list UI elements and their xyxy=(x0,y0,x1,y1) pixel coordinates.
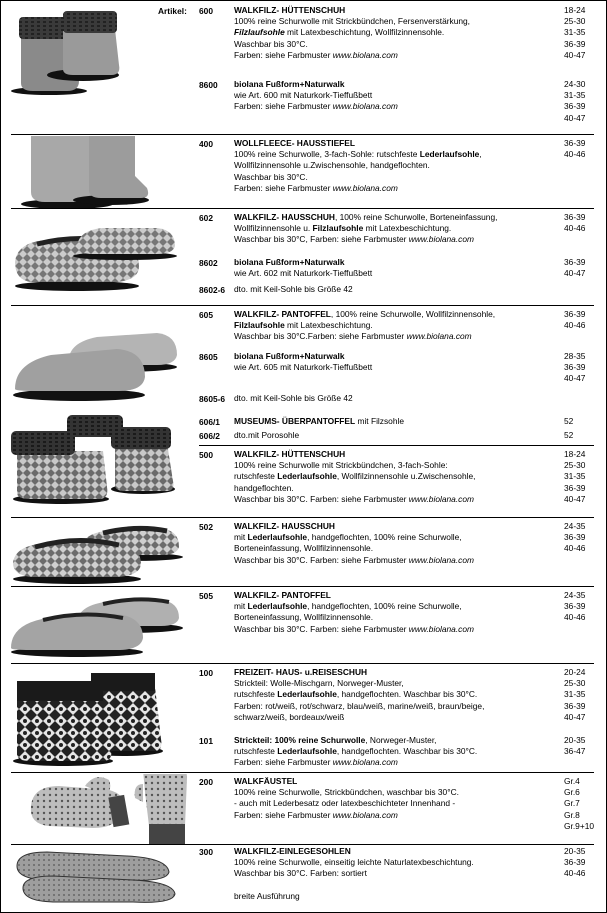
section-divider xyxy=(11,517,594,518)
size-value: 24-30 xyxy=(564,79,586,89)
article-title: WALKFILZ- PANTOFFEL xyxy=(234,309,331,319)
size-value: 36-39 xyxy=(564,700,586,711)
size-value: 52 xyxy=(564,416,574,426)
size-value: Gr.4 xyxy=(564,776,580,786)
size-value: 36-39 xyxy=(564,101,586,112)
description-line: Waschbar bis 30°C. Farben: siehe Farbmuster www.biolana.com xyxy=(234,493,474,504)
article-lines xyxy=(234,284,559,295)
article-description xyxy=(234,735,559,769)
article-description xyxy=(234,284,559,295)
article-lines xyxy=(234,532,559,566)
article-lines xyxy=(234,268,559,279)
felt-house-shoe-image xyxy=(7,222,182,292)
article-lines xyxy=(234,678,559,723)
article-description xyxy=(234,351,559,373)
size-value: 40-47 xyxy=(564,373,586,384)
description-line: Farben: siehe Farbmuster www.biolana.com xyxy=(234,49,398,60)
size-value: Gr.7 xyxy=(564,798,580,809)
article-title: biolana Fußform+Naturwalk xyxy=(234,257,345,267)
article-lines xyxy=(234,362,559,373)
article-number: 602 xyxy=(199,213,213,223)
size-value: 36-39 xyxy=(564,601,586,612)
description-line: Filzlaufsohle mit Latexbeschichtung. xyxy=(234,320,373,331)
size-list xyxy=(564,5,585,61)
description-line: rutschfeste Lederlaufsohle, handgeflochten. Waschbar bis 30°C. xyxy=(234,746,478,757)
size-value: 40-46 xyxy=(564,320,586,331)
size-value: 24-35 xyxy=(564,521,586,531)
article-title: WALKFILZ-EINLEGESOHLEN xyxy=(234,846,351,856)
size-value: Gr.9+10 xyxy=(564,820,595,831)
size-list xyxy=(564,776,594,832)
section-divider xyxy=(11,305,594,306)
article-title: WOLLFLEECE- HAUSSTIEFEL xyxy=(234,138,355,148)
size-value: 31-35 xyxy=(564,27,586,38)
size-value: 36-39 xyxy=(564,482,586,493)
section-100 xyxy=(1,665,606,771)
article-number: 505 xyxy=(199,591,213,601)
description-line: rutschfeste Lederlaufsohle, Wollfilzinnensohle u.Zwischensohle, xyxy=(234,471,476,482)
description-line: 100% reine Schurwolle, Strickbündchen, waschbar bis 30°C. xyxy=(234,787,459,798)
article-description xyxy=(234,393,559,404)
size-list xyxy=(564,667,585,723)
size-list xyxy=(564,79,585,124)
description-line: Waschbar bis 30°C. Farben: sortiert xyxy=(234,868,367,879)
size-value: 36-39 xyxy=(564,309,586,319)
size-value: Gr.6 xyxy=(564,787,580,798)
article-title: WALKFILZ- HAUSSCHUH xyxy=(234,521,335,531)
article-lines xyxy=(234,460,559,505)
section-605 xyxy=(1,307,606,412)
section-divider xyxy=(11,844,594,845)
article-description xyxy=(234,5,559,61)
size-value: 31-35 xyxy=(564,689,586,700)
size-value: 25-30 xyxy=(564,16,586,27)
description-line: dto.mit Porosohle xyxy=(234,430,300,440)
size-value: 40-46 xyxy=(564,543,586,554)
description-line: mit Lederlaufsohle, handgeflochten, 100% reine Schurwolle, xyxy=(234,532,462,543)
article-title: MUSEUMS- ÜBERPANTOFFEL xyxy=(234,416,356,426)
article-number: 8600 xyxy=(199,80,218,90)
article-number: 606/2 xyxy=(199,431,220,441)
description-line: mit Lederlaufsohle, handgeflochten, 100% reine Schurwolle, xyxy=(234,601,462,612)
description-line: Waschbar bis 30°C, Farben: siehe Farbmuster www.biolana.com xyxy=(234,234,474,245)
size-list xyxy=(564,257,585,279)
description-line: Farben: siehe Farbmuster www.biolana.com xyxy=(234,182,398,193)
description-line: Waschbar bis 30°C. xyxy=(234,38,308,49)
description-line: Waschbar bis 30°C. Farben: siehe Farbmuster www.biolana.com xyxy=(234,623,474,634)
felt-bootie-leather-sole-image xyxy=(7,413,179,505)
article-number: 502 xyxy=(199,522,213,532)
felt-mittens-image xyxy=(23,774,198,844)
article-lines xyxy=(234,149,559,194)
article-lines xyxy=(234,320,559,342)
description-line: Strickteil: 100% reine Schurwolle, Norweger-Muster, xyxy=(234,735,437,745)
description-line: Farben: rot/weiß, rot/schwarz, blau/weiß, marine/weiß, braun/beige, xyxy=(234,700,485,711)
article-lines xyxy=(234,601,559,635)
size-value: 28-35 xyxy=(564,351,586,361)
article-number: 200 xyxy=(199,777,213,787)
article-number: 500 xyxy=(199,450,213,460)
size-value: 20-35 xyxy=(564,846,586,856)
article-number: 606/1 xyxy=(199,417,220,427)
article-title: biolana Fußform+Naturwalk xyxy=(234,79,345,89)
article-title: biolana Fußform+Naturwalk xyxy=(234,351,345,361)
description-line: 100% reine Schurwolle, einseitig leichte Naturlatexbeschichtung. xyxy=(234,857,474,868)
article-label: Artikel: xyxy=(158,6,187,16)
section-divider xyxy=(11,208,594,209)
section-502 xyxy=(1,519,606,585)
article-description xyxy=(234,79,559,113)
article-number: 8602-6 xyxy=(199,285,226,295)
size-list xyxy=(564,735,585,757)
description-line: Waschbar bis 30°C. Farben: siehe Farbmuster www.biolana.com xyxy=(234,554,474,565)
size-value: 31-35 xyxy=(564,90,586,101)
description-line: dto. mit Keil-Sohle bis Größe 42 xyxy=(234,284,353,294)
description-line: dto. mit Keil-Sohle bis Größe 42 xyxy=(234,393,353,403)
felt-slipper-image xyxy=(7,321,182,403)
article-lines xyxy=(234,857,559,902)
size-value: 52 xyxy=(564,430,574,440)
article-number: 600 xyxy=(199,6,213,16)
article-description xyxy=(234,590,559,635)
description-line: 100% reine Schurwolle, 3-fach-Sohle: rutschfeste Lederlaufsohle, xyxy=(234,149,482,160)
article-title: FREIZEIT- HAUS- u.REISESCHUH xyxy=(234,667,368,677)
size-list xyxy=(564,138,585,160)
description-line: Farben: siehe Farbmuster www.biolana.com xyxy=(234,101,398,112)
article-lines xyxy=(234,735,559,769)
article-lines xyxy=(234,90,559,112)
description-line: 100% reine Schurwolle mit Strickbündchen, 3-fach-Sohle: xyxy=(234,460,448,471)
felt-house-shoe-leather-image xyxy=(7,525,187,585)
article-description xyxy=(234,257,559,279)
description-line: - auch mit Lederbesatz oder latexbeschichteter Innenhand - xyxy=(234,798,456,809)
size-list xyxy=(564,846,585,880)
article-title-suffix: , 100% reine Schurwolle, Borteneinfassung, xyxy=(334,212,498,222)
size-list xyxy=(564,212,585,234)
section-200 xyxy=(1,774,606,844)
article-description xyxy=(234,846,559,902)
article-description xyxy=(234,212,559,246)
size-value: 18-24 xyxy=(564,449,586,459)
article-lines xyxy=(234,393,559,404)
section-505 xyxy=(1,588,606,662)
size-value: 20-35 xyxy=(564,735,586,745)
section-400 xyxy=(1,136,606,208)
size-value: 24-35 xyxy=(564,590,586,600)
description-line: breite Ausführung xyxy=(234,890,300,901)
description-line: schwarz/weiß, bordeaux/weiß xyxy=(234,711,345,722)
section-300 xyxy=(1,846,606,912)
article-number: 100 xyxy=(199,668,213,678)
size-value: 36-39 xyxy=(564,212,586,222)
description-line: 100% reine Schurwolle mit Strickbündchen, Fersenverstärkung, xyxy=(234,16,471,27)
article-number: 101 xyxy=(199,736,213,746)
size-value: 36-39 xyxy=(564,362,586,373)
size-value: 40-47 xyxy=(564,268,586,279)
size-value: 40-46 xyxy=(564,868,586,879)
section-divider xyxy=(11,134,594,135)
description-line: wie Art. 602 mit Naturkork-Tieffußbett xyxy=(234,268,373,279)
section-600 xyxy=(1,1,606,133)
section-500 xyxy=(1,413,606,517)
article-number: 8602 xyxy=(199,258,218,268)
description-line: rutschfeste Lederlaufsohle, handgeflochten. Waschbar bis 30°C. xyxy=(234,689,478,700)
size-value: 25-30 xyxy=(564,678,586,689)
size-value: 36-47 xyxy=(564,746,586,757)
norwegian-knit-shoe-image xyxy=(7,667,167,767)
article-description xyxy=(234,449,559,505)
size-value: 40-46 xyxy=(564,612,586,623)
section-divider xyxy=(11,586,594,587)
description-line: Waschbar bis 30°C. xyxy=(234,171,308,182)
fleece-boot-image xyxy=(7,136,157,208)
description-line: Farben: siehe Farbmuster www.biolana.com xyxy=(234,757,398,768)
size-value: Gr.8 xyxy=(564,809,580,820)
section-602 xyxy=(1,210,606,305)
description-line: Filzlaufsohle mit Latexbeschichtung, Wollfilzinnensohle. xyxy=(234,27,445,38)
article-title: WALKFILZ- HÜTTENSCHUH xyxy=(234,449,346,459)
size-value: 40-47 xyxy=(564,112,586,123)
article-title-suffix: , 100% reine Schurwolle, Wollfilzinnensohle, xyxy=(330,309,496,319)
size-list xyxy=(564,309,585,331)
article-number: 8605-6 xyxy=(199,394,226,404)
felt-bootie-image xyxy=(7,5,127,97)
size-value: 36-39 xyxy=(564,857,586,868)
size-value: 20-24 xyxy=(564,667,586,677)
article-description xyxy=(234,309,559,343)
size-list xyxy=(564,590,585,624)
size-value: 36-39 xyxy=(564,532,586,543)
description-line: Waschbar bis 30°C.Farben: siehe Farbmuster www.biolana.com xyxy=(234,331,472,342)
size-value: 40-47 xyxy=(564,49,586,60)
article-title-suffix: mit Filzsohle xyxy=(355,416,405,426)
description-line: handgeflochten. xyxy=(234,482,294,493)
article-description xyxy=(234,138,559,194)
description-line: Farben: siehe Farbmuster www.biolana.com xyxy=(234,809,398,820)
size-value: 25-30 xyxy=(564,460,586,471)
section-divider xyxy=(11,772,594,773)
size-value: 36-39 xyxy=(564,138,586,148)
article-lines xyxy=(234,787,559,821)
article-number: 605 xyxy=(199,310,213,320)
felt-insoles-image xyxy=(7,848,187,904)
size-value: 40-47 xyxy=(564,493,586,504)
size-value: 40-46 xyxy=(564,149,586,160)
size-list xyxy=(564,351,585,385)
article-number: 300 xyxy=(199,847,213,857)
size-value: 31-35 xyxy=(564,471,586,482)
description-line: Wollfilzinnensohle u.Zwischensohle, handgeflochten. xyxy=(234,160,430,171)
felt-slipper-leather-image xyxy=(7,594,187,658)
size-value: 36-39 xyxy=(564,257,586,267)
description-line: wie Art. 605 mit Naturkork-Tieffußbett xyxy=(234,362,373,373)
description-line: Wollfilzinnensohle u. Filzlaufsohle mit Latexbeschichtung. xyxy=(234,223,452,234)
description-line: Strickteil: Wolle-Mischgarn, Norweger-Muster, xyxy=(234,678,404,689)
article-number: 400 xyxy=(199,139,213,149)
description-line: Borteneinfassung, Wollfilzinnensohle. xyxy=(234,612,374,623)
description-line xyxy=(234,880,559,891)
size-list xyxy=(564,521,585,555)
size-value: 36-39 xyxy=(564,38,586,49)
article-lines xyxy=(234,223,559,245)
article-lines xyxy=(234,16,559,61)
size-list xyxy=(564,449,585,505)
article-title: WALKFILZ- HÜTTENSCHUH xyxy=(234,5,346,15)
description-line: Borteneinfassung, Wollfilzinnensohle. xyxy=(234,543,374,554)
article-number: 8605 xyxy=(199,352,218,362)
size-value: 40-47 xyxy=(564,711,586,722)
article-title: WALKFILZ- HAUSSCHUH xyxy=(234,212,335,222)
article-description xyxy=(234,667,559,723)
description-line: wie Art. 600 mit Naturkork-Tieffußbett xyxy=(234,90,373,101)
size-value: 18-24 xyxy=(564,5,586,15)
size-value: 40-46 xyxy=(564,223,586,234)
article-description xyxy=(234,521,559,566)
article-title: WALKFILZ- PANTOFFEL xyxy=(234,590,331,600)
article-description xyxy=(234,776,559,821)
section-divider xyxy=(11,663,594,664)
article-title: WALKFÄUSTEL xyxy=(234,776,298,786)
